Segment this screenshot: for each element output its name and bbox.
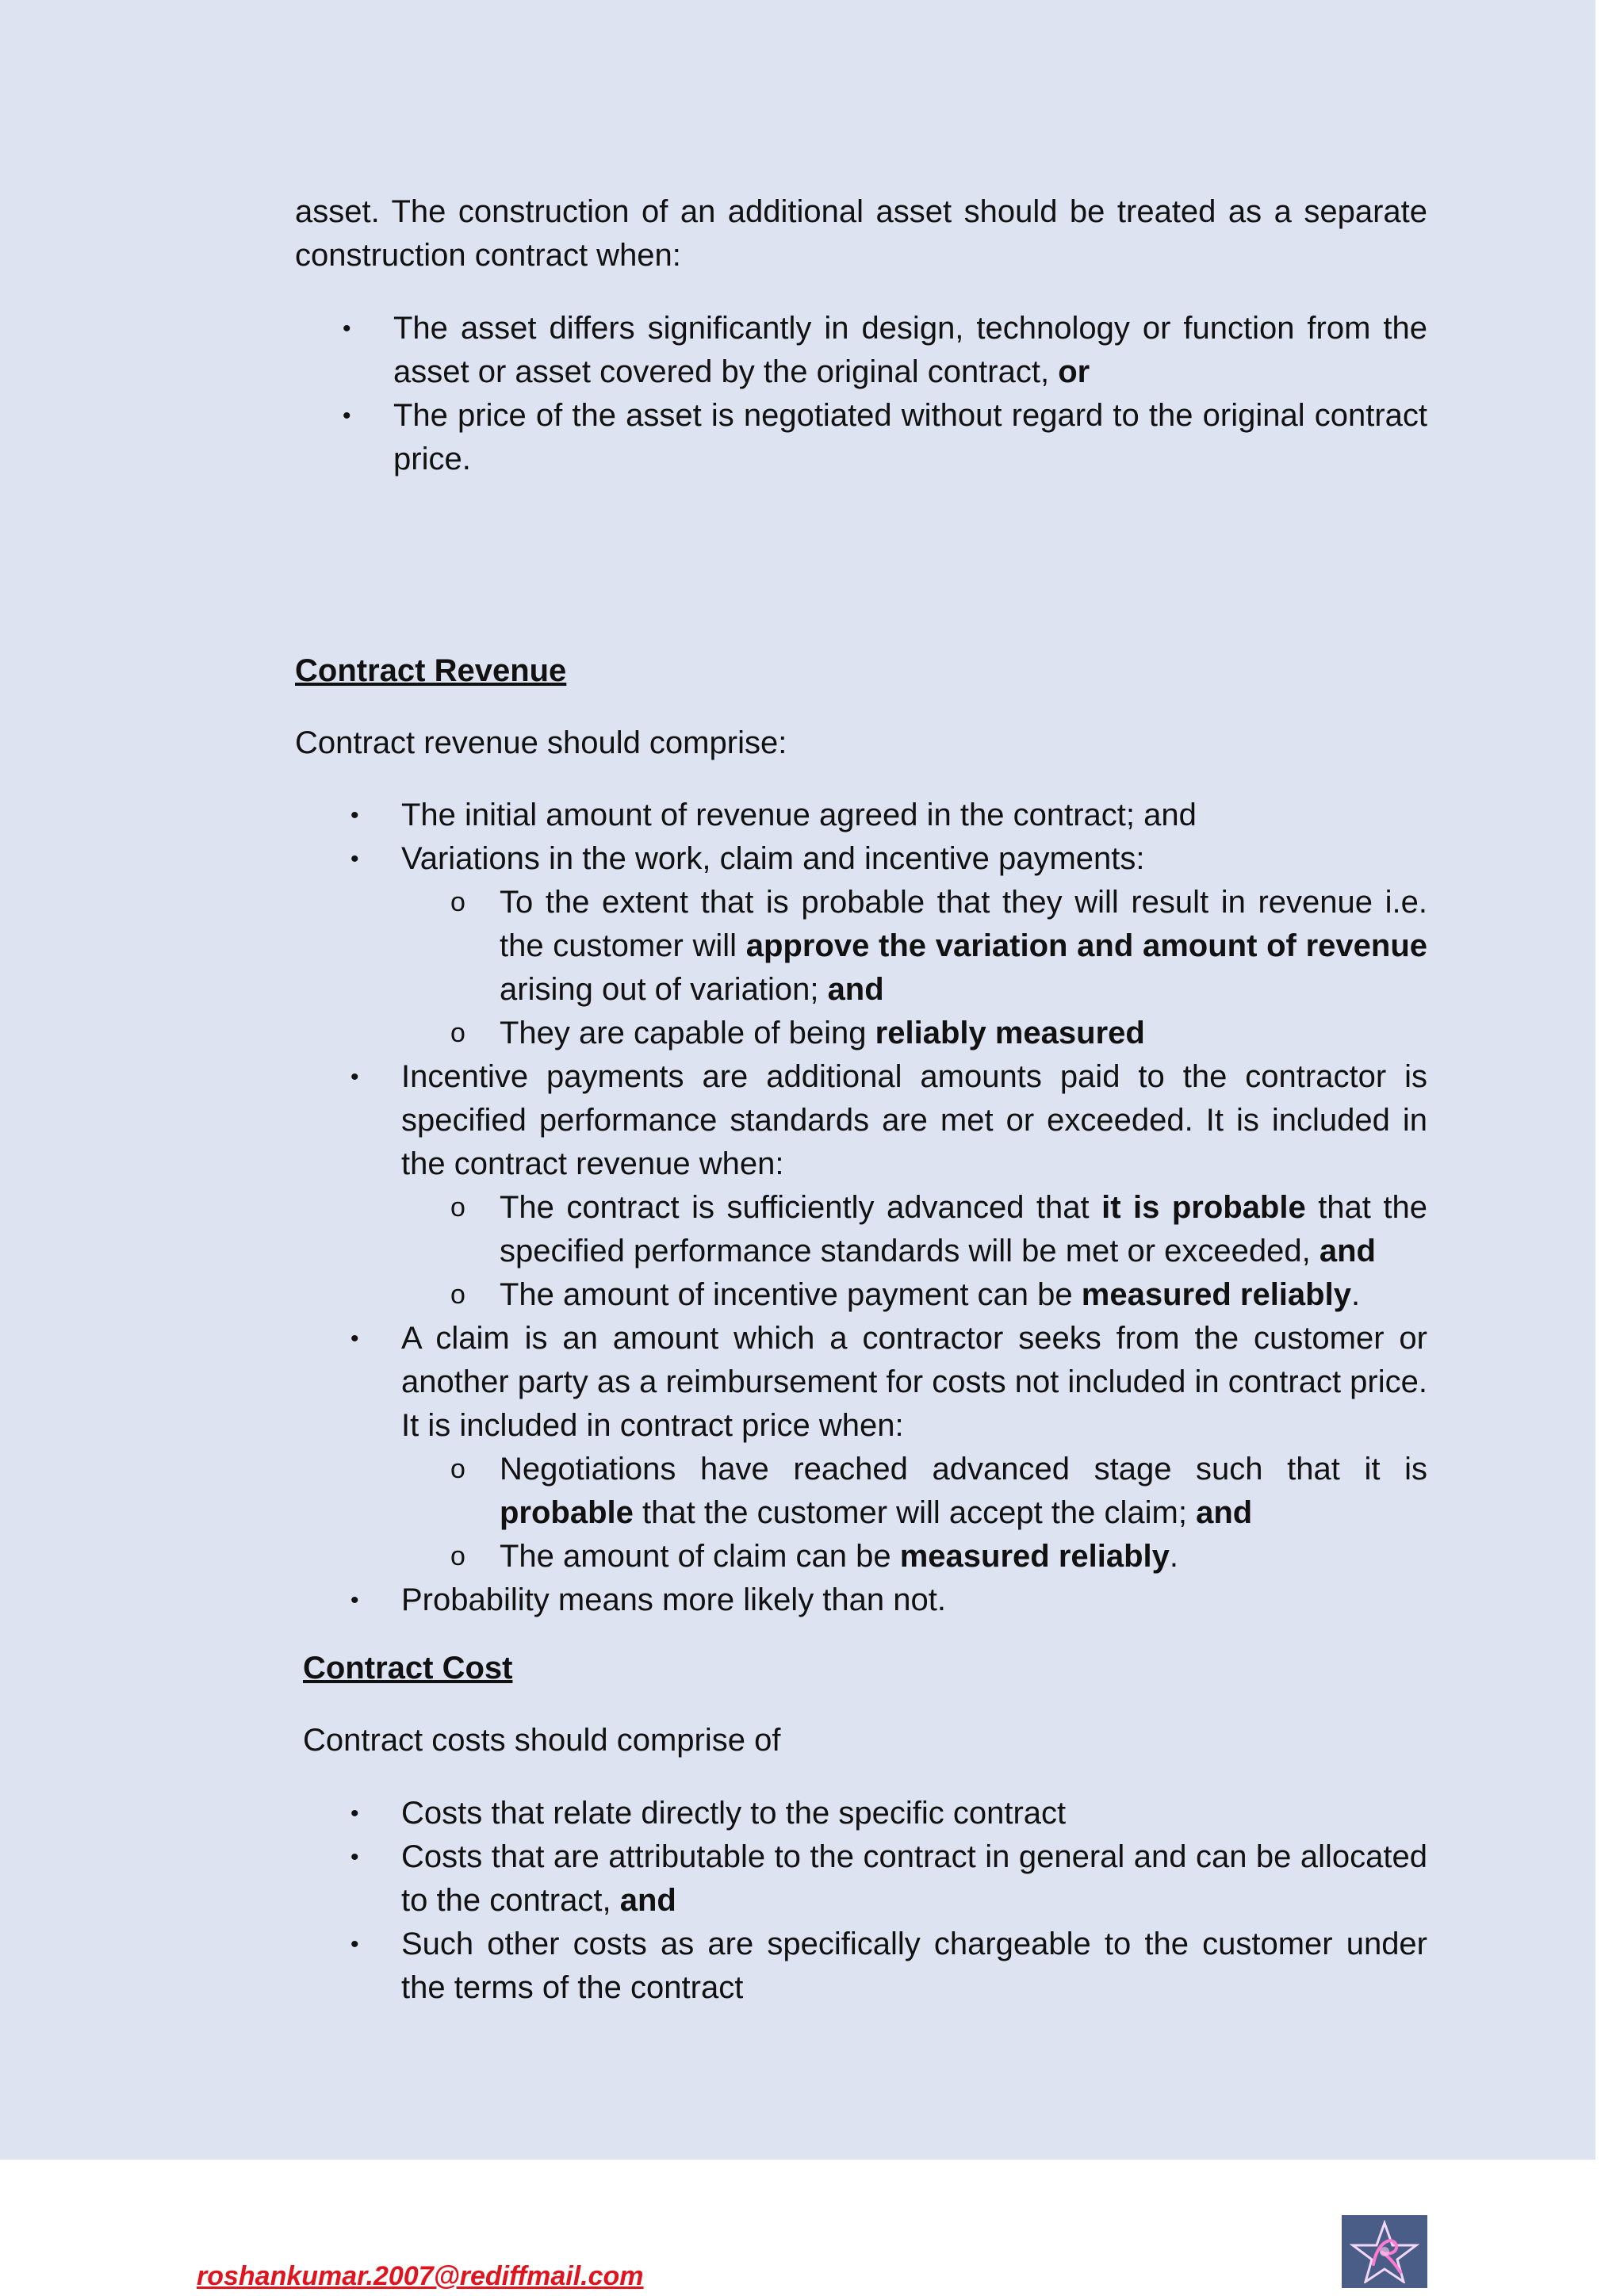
sub-list-item-emphasis: measured reliably: [1081, 1277, 1351, 1312]
list-item-text: Such other costs as are specifically chargeable to the customer under the terms of the contract: [401, 1927, 1427, 2005]
list-item: [295, 394, 1427, 481]
contract-revenue-list: [295, 794, 1427, 1622]
list-item-emphasis: or: [1058, 354, 1090, 389]
section-heading-contract-revenue: Contract Revenue: [295, 653, 567, 688]
section-heading-contract-cost: Contract Cost: [303, 1651, 513, 1686]
circle-bullet-icon: o: [450, 887, 465, 917]
list-item-text: Costs that relate directly to the specific contract: [401, 1796, 1067, 1831]
bullet-icon: •: [350, 1931, 359, 1957]
bullet-icon: •: [350, 1064, 359, 1090]
sub-list-item: [401, 881, 1427, 1012]
list-item: [295, 1923, 1427, 2010]
sub-list-item-emphasis: approve the variation and amount of revenue: [745, 928, 1427, 963]
list-item-emphasis: and: [619, 1883, 676, 1918]
list-item: [295, 1578, 1427, 1622]
bullet-icon: •: [350, 1800, 359, 1827]
list-item: [295, 794, 1427, 837]
list-item: [295, 1055, 1427, 1317]
contract-revenue-lead: Contract revenue should comprise:: [295, 725, 787, 760]
footer-email-link[interactable]: roshankumar.2007@rediffmail.com: [197, 2261, 644, 2291]
bullet-icon: •: [350, 802, 359, 828]
circle-bullet-icon: o: [450, 1541, 465, 1571]
bullet-icon: •: [343, 403, 351, 429]
list-item-text: A claim is an amount which a contractor seeks from the customer or another party as a reimbursement for costs not included in contract price. It is included in contract price when:: [401, 1321, 1427, 1443]
sub-list-item-emphasis: and: [1196, 1495, 1253, 1530]
sub-list-item-text: .: [1169, 1539, 1179, 1574]
sub-list-item-text: .: [1350, 1277, 1361, 1312]
circle-bullet-icon: o: [450, 1192, 465, 1223]
sub-list: [401, 1186, 1427, 1317]
bullet-icon: •: [343, 316, 351, 342]
list-item: [295, 837, 1427, 1055]
list-item-text: The asset differs significantly in design, technology or function from the asset or asset covered by the original contract,: [393, 311, 1427, 389]
sub-list-item-emphasis: reliably measured: [875, 1016, 1145, 1050]
sub-list-item-text: that the customer will accept the claim;: [633, 1495, 1197, 1530]
list-item: [295, 1792, 1427, 1835]
document-body: [295, 190, 1427, 2010]
section-spacer: [295, 481, 1427, 649]
sub-list-item-text: They are capable of being: [500, 1016, 875, 1050]
sub-list-item-text: To the extent that is probable that they will result in revenue i.e. the customer will: [500, 885, 1427, 963]
bullet-icon: •: [350, 1326, 359, 1352]
list-item-text: Costs that are attributable to the contract in general and can be allocated to the contract,: [401, 1839, 1427, 1918]
circle-bullet-icon: o: [450, 1018, 465, 1048]
sub-list-item-emphasis: probable: [500, 1495, 634, 1530]
separate-contract-conditions-list: [295, 307, 1427, 481]
sub-list-item: [401, 1448, 1427, 1535]
sub-list-item-text: Negotiations have reached advanced stage such that it is: [500, 1452, 1427, 1487]
intro-paragraph: asset. The construction of an additional asset should be treated as a separate construction contract when:: [295, 194, 1427, 273]
sub-list-item-emphasis: and: [827, 972, 884, 1007]
list-item: [295, 1835, 1427, 1923]
logo-graphic: [1350, 2220, 1419, 2283]
contract-cost-lead: Contract costs should comprise of: [303, 1723, 781, 1758]
list-item: [295, 1317, 1427, 1578]
list-item-text: The price of the asset is negotiated without regard to the original contract price.: [393, 398, 1427, 476]
sub-list: [401, 881, 1427, 1055]
list-item-text: Probability means more likely than not.: [401, 1582, 946, 1617]
sub-list-item: [401, 1012, 1427, 1055]
sub-list-item-emphasis: and: [1319, 1234, 1376, 1269]
star-emblem-icon: [1342, 2215, 1427, 2288]
list-item-text: Incentive payments are additional amounts paid to the contractor is specified performance standards are met or exceeded. It is included in the contract revenue when:: [401, 1059, 1427, 1181]
list-item-text: Variations in the work, claim and incentive payments:: [401, 841, 1145, 876]
contract-cost-list: [295, 1792, 1427, 2010]
sub-list-item: [401, 1186, 1427, 1273]
circle-bullet-icon: o: [450, 1454, 465, 1484]
sub-list-item: [401, 1273, 1427, 1317]
bullet-icon: •: [350, 1844, 359, 1870]
sub-list-item-text: The amount of claim can be: [500, 1539, 900, 1574]
contract-cost-section: [303, 1647, 1427, 1762]
sub-list-item-text: The amount of incentive payment can be: [500, 1277, 1082, 1312]
list-item-text: The initial amount of revenue agreed in the contract; and: [401, 798, 1197, 832]
sub-list-item-text: The contract is sufficiently advanced that: [500, 1190, 1102, 1225]
sub-list-item: [401, 1535, 1427, 1578]
list-item: [295, 307, 1427, 394]
bullet-icon: •: [350, 846, 359, 872]
sub-list-item-text: that the specified performance standards will be met or exceeded,: [500, 1190, 1427, 1269]
sub-list-item-text: arising out of variation;: [500, 972, 828, 1007]
circle-bullet-icon: o: [450, 1280, 465, 1310]
bullet-icon: •: [350, 1587, 359, 1613]
sub-list-item-emphasis: it is probable: [1101, 1190, 1306, 1225]
sub-list-item-emphasis: measured reliably: [899, 1539, 1170, 1574]
sub-list: [401, 1448, 1427, 1578]
